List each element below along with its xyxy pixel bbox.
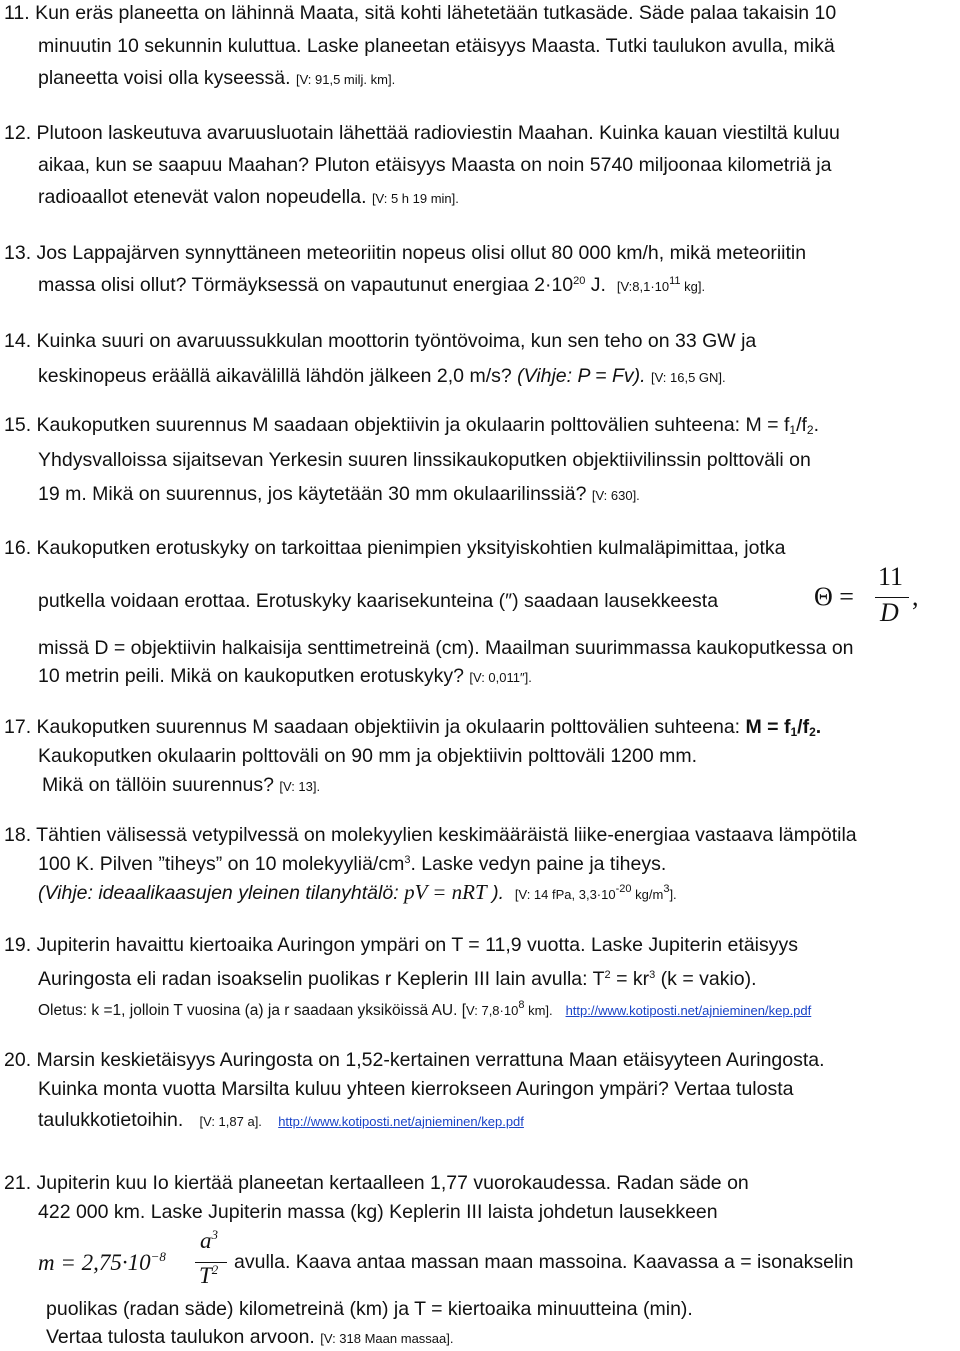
p11-line2: minuutin 10 sekunnin kuluttua. Laske planeetan etäisyys Maasta. Tutki taulukon avulla, mikä <box>38 35 835 57</box>
p16-line3: missä D = objektiivin halkaisija senttimetreinä (cm). Maailman suurimmassa kaukoputkessa on <box>38 637 854 659</box>
p16-formula-numerator: 11 <box>878 562 904 591</box>
p12-line3 <box>38 185 459 211</box>
p18-line2: 100 K. Pilven ”tiheys” on 10 molekyyliä/$cm^3$. Laske vedyn paine ja tiheys. <box>38 853 667 875</box>
p15-text: 19 m. Mikä on suurennus, jos käytetään 30 mm okulaarilinssiä? <box>38 483 587 505</box>
p20-link[interactable]: http://www.kotiposti.net/ajnieminen/kep.pdf <box>278 1114 524 1129</box>
p21-formula-numerator: $a^3$ <box>200 1227 218 1253</box>
p11-answer: [V: 91,5 milj. km]. <box>295 72 396 87</box>
p19-note: Oletus: k =1, jolloin T vuosina (a) ja r saadaan yksiköissä AU. [V: $7,8\cdot 10^8$ km]. http://www.kotiposti.net/ajnieminen/kep.pdf <box>38 999 812 1019</box>
p13-answer: [$V:8,1\cdot 10^{11}$ kg]. <box>616 275 706 294</box>
p20-line2: Kuinka monta vuotta Marsilta kuluu yhteen kierrokseen Auringon ympäri? Vertaa tulosta <box>38 1078 794 1100</box>
p15-answer: [V: 630]. <box>591 488 640 503</box>
p16-line4 <box>38 664 532 690</box>
p21-line5 <box>46 1325 453 1351</box>
p13-unit: J. <box>585 274 606 296</box>
p20-line1: 20. Marsin keskietäisyys Auringosta on 1,52-kertainen verrattuna Maan etäisyyteen Auringosta. <box>4 1049 825 1071</box>
p12-text: radioaallot etenevät valon nopeudella. <box>38 186 367 208</box>
p17-text: Mikä on tällöin suurennus? <box>42 774 274 796</box>
p21-formula-denominator: $T^2$ <box>199 1262 219 1288</box>
p13-line2: massa olisi ollut? Törmäyksessä on vapautunut energiaa $2\cdot 10^{20}$ J. [$V:8,1\cdot 10^{11}$ kg]. <box>38 274 706 296</box>
p21-text: Vertaa tulosta taulukon arvoon. <box>46 1326 315 1348</box>
p11-line1: 11. Kun eräs planeetta on lähinnä Maata, sitä kohti lähetetään tutkasäde. Säde palaa takaisin 10 <box>4 2 837 24</box>
p13-text: massa olisi ollut? Törmäyksessä on vapautunut energiaa 2 <box>38 274 545 296</box>
p13-pow-exp: 20 <box>573 275 586 287</box>
p15-line2: Yhdysvalloissa sijaitsevan Yerkesin suuren linssikaukoputken objektiivilinssin polttoväli on <box>38 449 811 471</box>
p19-line2: Auringosta eli radan isoakselin puolikas r Keplerin III lain avulla: $T^2 = kr^3$ (k = vakio). <box>38 968 757 990</box>
p19-line1: 19. Jupiterin havaittu kiertoaika Auringon ympäri on T = 11,9 vuotta. Laske Jupiterin etäisyys <box>4 934 798 956</box>
p21-answer: [V: 318 Maan massaa]. <box>320 1331 454 1346</box>
p21-formula-lhs: m = 2,75 <box>38 1250 122 1275</box>
p11-text: planeetta voisi olla kyseessä. <box>38 67 291 89</box>
p14-line2 <box>38 364 726 390</box>
p18-line1: 18. Tähtien välisessä vetypilvessä on molekyylien keskimääräistä liike-energiaa vastaava lämpötila <box>4 824 857 846</box>
p12-line1: 12. Plutoon laskeutuva avaruusluotain lähettää radioviestin Maahan. Kuinka kauan viestiltä kuluu <box>4 122 840 144</box>
p17-line1: 17. Kaukoputken suurennus M saadaan objektiivin ja okulaarin polttovälien suhteena: $M = f_1/f_2$. <box>4 716 822 739</box>
p21-line1: 21. Jupiterin kuu Io kiertää planeetan kertaalleen 1,77 vuorokaudessa. Radan säde on <box>4 1172 749 1194</box>
p13-pow-base: 10 <box>551 274 574 296</box>
p12-line2: aikaa, kun se saapuu Maahan? Pluton etäisyys Maasta on noin 5740 miljoonaa kilometriä ja <box>38 154 832 176</box>
p16-formula-comma: , <box>912 582 919 611</box>
p16-line1: 16. Kaukoputken erotuskyky on tarkoittaa pienimpien yksityiskohtien kulmaläpimittaa, jotka <box>4 537 786 559</box>
p15-line3 <box>38 482 640 508</box>
p20-text: taulukkotietoihin. <box>38 1109 184 1131</box>
p16-line2: putkella voidaan erottaa. Erotuskyky kaarisekunteina (″) saadaan lausekkeesta <box>38 590 719 612</box>
p11-line3 <box>38 66 395 92</box>
p18-hint: (Vihje: ideaalikaasujen yleinen tilanyhtälö: <box>38 882 399 904</box>
p16-formula-denominator: D <box>880 598 899 627</box>
p14-hint: (Vihje: P = Fv). <box>517 365 646 387</box>
p14-line1: 14. Kuinka suuri on avaruussukkulan moottorin työntövoima, kun sen teho on 33 GW ja <box>4 330 757 352</box>
p15-line1: 15. Kaukoputken suurennus M saadaan objektiivin ja okulaarin polttovälien suhteena: $M = f_1/f_2$. <box>4 414 820 437</box>
p14-text: keskinopeus eräällä aikavälillä lähdön jälkeen 2,0 m/s? <box>38 365 512 387</box>
p21-formula-pow: 10 <box>127 1250 151 1275</box>
p21-line2: 422 000 km. Laske Jupiterin massa (kg) Keplerin III laista johdetun lausekkeen <box>38 1201 718 1223</box>
p16-text: 10 metrin peili. Mikä on kaukoputken erotuskyky? <box>38 665 464 687</box>
p17-line2: Kaukoputken okulaarin polttoväli on 90 mm ja objektiivin polttoväli 1200 mm. <box>38 745 698 767</box>
p16-answer: [V: 0,011″]. <box>469 670 532 685</box>
p20-line3 <box>38 1108 524 1134</box>
p18-answer: [V: 14 fPa, $3,3\cdot 10^{-20}$ $kg/m^3$]. <box>514 883 677 902</box>
p12-answer: [V: 5 h 19 min]. <box>371 191 459 206</box>
p21-line4: puolikas (radan säde) kilometreinä (km) ja T = kiertoaika minuutteina (min). <box>46 1298 693 1320</box>
p13-line1: 13. Jos Lappajärven synnyttäneen meteoriitin nopeus olisi ollut 80 000 km/h, mikä meteoriitin <box>4 242 807 264</box>
p16-formula-lhs: Θ = <box>814 582 854 611</box>
p19-answer: V: $7,8\cdot 10^8$ km]. <box>466 999 553 1018</box>
p21-formula-pow-exp: −8 <box>150 1249 166 1264</box>
p17-answer: [V: 13]. <box>279 779 321 794</box>
p20-answer: [V: 1,87 a]. <box>199 1114 262 1129</box>
p21-line3: avulla. Kaava antaa massan maan massoina. Kaavassa a = isonakselin <box>234 1251 854 1273</box>
p21-formula: $m = 2,75\cdot 10^{-8}$ <box>38 1249 166 1275</box>
p19-link[interactable]: http://www.kotiposti.net/ajnieminen/kep.pdf <box>565 1003 812 1018</box>
p14-answer: [V: 16,5 GN]. <box>650 370 726 385</box>
p17-line3 <box>42 773 320 799</box>
p18-hint-formula: pV = nRT <box>404 880 487 904</box>
p18-line3: (Vihje: ideaalikaasujen yleinen tilanyhtälö: pV = nRT ). [V: 14 fPa, $3,3\cdot 10^{-20}$ $kg/m^3$]. <box>38 880 677 904</box>
